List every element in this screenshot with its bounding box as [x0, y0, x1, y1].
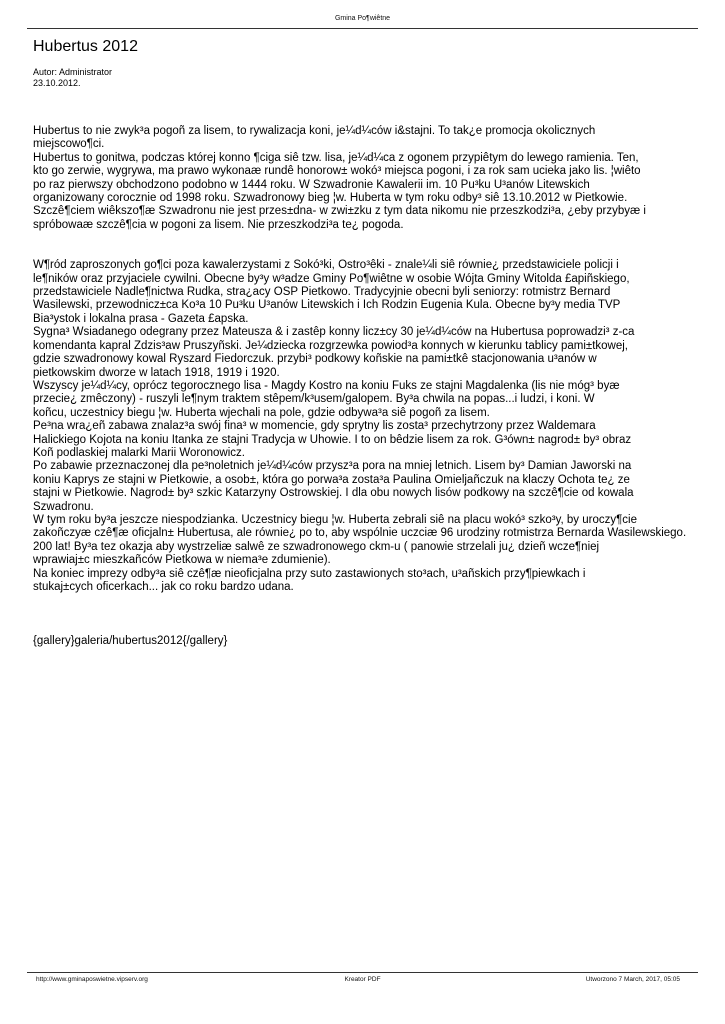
article-body: [33, 125, 723, 649]
text-line: Wszyscy je¼d¼cy, oprócz tegorocznego lisa - Magdy Kostro na koniu Fuks ze stajni Magdalenka (lis nie móg³ byæ: [33, 379, 620, 392]
text-line: W¶ród zaproszonych go¶ci poza kawalerzystami z Sokó³ki, Ostro³êki - znale¼li siê równie¿ przedstawiciele policji i: [33, 259, 619, 272]
footer-created-date: Utworzono 7 March, 2017, 05:05: [585, 976, 680, 983]
text-line: gdzie szwadronowy kowal Ryszard Fiedorczuk. przybi³ podkowy koñskie na pami±tkê stacjonowania u³anów w: [33, 353, 597, 366]
text-line: Szczê¶ciem wiêkszo¶æ Szwadronu nie jest przes±dna- w zwi±zku z tym data nikomu nie przeszkodzi³a, ¿eby przybyæ i: [33, 205, 646, 218]
text-line: stukaj±cych oficerkach... jak co roku bardzo udana.: [33, 581, 294, 593]
gallery-tag: {gallery}galeria/hubertus2012{/gallery}: [33, 635, 228, 648]
text-line: miejscowo¶ci.: [33, 138, 105, 151]
text-line: Szwadronu.: [33, 500, 94, 513]
paragraph-intro: [33, 125, 723, 232]
footer-generator: Kreator PDF: [344, 976, 381, 983]
text-line: Na koniec imprezy odby³a siê czê¶æ nieoficjalna przy suto zastawionych sto³ach, u³añskich przy¶piewkach i: [33, 567, 586, 580]
text-line: Pe³na wra¿eñ zabawa znalaz³a swój fina³ w momencie, gdy sprytny lis zosta³ przechytrzony przez Waldemara: [33, 420, 596, 433]
text-line: komendanta kapral Zdzis³aw Pruszyñski. Je¼dziecka rozgrzewka powiod³a konnych w kierunku tablicy pami±tkowej,: [33, 339, 628, 352]
text-line: le¶ników oraz przyjaciele cywilni. Obecne by³y w³adze Gminy Po¶wiêtne w osobie Wójta Gminy Witolda £apiñskiego,: [33, 272, 630, 285]
text-line: przecie¿ zmêczony) - ruszyli le¶nym traktem stêpem/k³usem/galopem. By³a chwila na popas...i ludzi, i koni. W: [33, 393, 595, 406]
paragraph-main: [33, 259, 723, 594]
text-line: kto go zerwie, wygrywa, ma prawo wykonaæ rundê honorow± wokó³ miejsca pogoni, i za rok sam ucieka jako lis. ¦wiêto: [33, 165, 641, 178]
text-line: przedstawiciele Nadle¶nictwa Rudka, stra¿acy OSP Pietkowo. Tradycyjnie obecni byli seniorzy: rotmistrz Bernard: [33, 286, 611, 299]
text-line: Koñ podlaskiej malarki Marii Woronowicz.: [33, 446, 245, 459]
text-line: zakoñczyæ czê¶æ oficjaln± Hubertusa, ale równie¿ po to, aby wspólnie uczciæ 96 urodziny rotmistrza Bernarda Wasilewskiego.: [33, 527, 687, 540]
text-line: Bia³ystok i lokalna prasa - Gazeta £apska.: [33, 312, 249, 325]
text-line: W tym roku by³a jeszcze niespodzianka. Uczestnicy biegu ¦w. Huberta zebrali siê na placu wokó³ szko³y, by uroczy¶cie: [33, 513, 638, 526]
text-line: spróbowaæ szczê¶cia w pogoni za lisem. Nie przeszkodzi³a te¿ pogoda.: [33, 218, 404, 231]
paragraph-spacer: [33, 594, 723, 635]
text-line: Po zabawie przeznaczonej dla pe³noletnich je¼d¼ców przysz³a pora na mniej letnich. Lisem by³ Damian Jaworski na: [33, 460, 632, 473]
page-header-site-name: Gmina Po¶wiêtne: [334, 15, 391, 22]
text-line: Halickiego Kojota na koniu Itanka ze stajni Tradycja w Uhowie. I to on bêdzie lisem za rok. G³ówn± nagrod± by³ obraz: [33, 433, 632, 446]
text-line: wprawiaj±c mieszkañców Pietkowa w niema³e zdumienie).: [33, 554, 331, 567]
text-line: stajni w Pietkowie. Nagrod± by³ szkic Katarzyny Ostrowskiej. I dla obu nowych lisów podkowy na szczê¶cie od kowala: [33, 487, 634, 500]
text-line: Hubertus to gonitwa, podczas której konno ¶ciga siê tzw. lisa, je¼d¼ca z ogonem przypiêtym do lewego ramienia. Ten,: [33, 151, 639, 164]
text-line: koñcu, uczestnicy biegu ¦w. Huberta wjechali na pole, gdzie odbywa³a siê pogoñ za lisem.: [33, 406, 490, 419]
article-date: 23.10.2012.: [33, 78, 81, 88]
text-line: Hubertus to nie zwyk³a pogoñ za lisem, to rywalizacja koni, je¼d¼ców i&stajni. To tak¿e promocja okolicznych: [33, 125, 596, 137]
text-line: 200 lat! By³a tez okazja aby wystrzeliæ salwê ze szwadronowego ckm-u ( panowie strzelali ju¿ dzieñ wcze¶niej: [33, 540, 600, 553]
text-line: koniu Kaprys ze stajni w Pietkowie, a osob±, która go porwa³a zosta³a Paulina Omieljañczuk na klaczy Ochota te¿ ze: [33, 473, 630, 486]
article-title: Hubertus 2012: [33, 38, 138, 55]
paragraph-spacer: [33, 232, 723, 259]
footer-url-link[interactable]: http://www.gminaposwietne.vipserv.org: [36, 976, 148, 983]
header-divider: [27, 28, 698, 29]
footer-divider: [27, 972, 698, 973]
text-line: pietkowskim dworze w latach 1918, 1919 i 1920.: [33, 366, 280, 379]
text-line: Wasilewski, przewodnicz±ca Ko³a 10 Pu³ku U³anów Litewskich i Ich Rodzin Eugenia Kula. Obecne by³y media TVP: [33, 299, 621, 312]
article-author: Autor: Administrator: [33, 67, 113, 77]
article-meta: [33, 67, 112, 89]
text-line: Sygna³ Wsiadanego odegrany przez Mateusza & i zastêp konny licz±cy 30 je¼d¼ców na Hubertusa poprowadzi³ z-ca: [33, 326, 635, 339]
text-line: po raz pierwszy obchodzono podobno w 1444 roku. W Szwadronie Kawalerii im. 10 Pu³ku U³anów Litewskich: [33, 178, 590, 191]
text-line: organizowany corocznie od 1998 roku. Szwadronowy bieg ¦w. Huberta w tym roku odby³ siê 13.10.2012 w Pietkowie.: [33, 192, 628, 205]
